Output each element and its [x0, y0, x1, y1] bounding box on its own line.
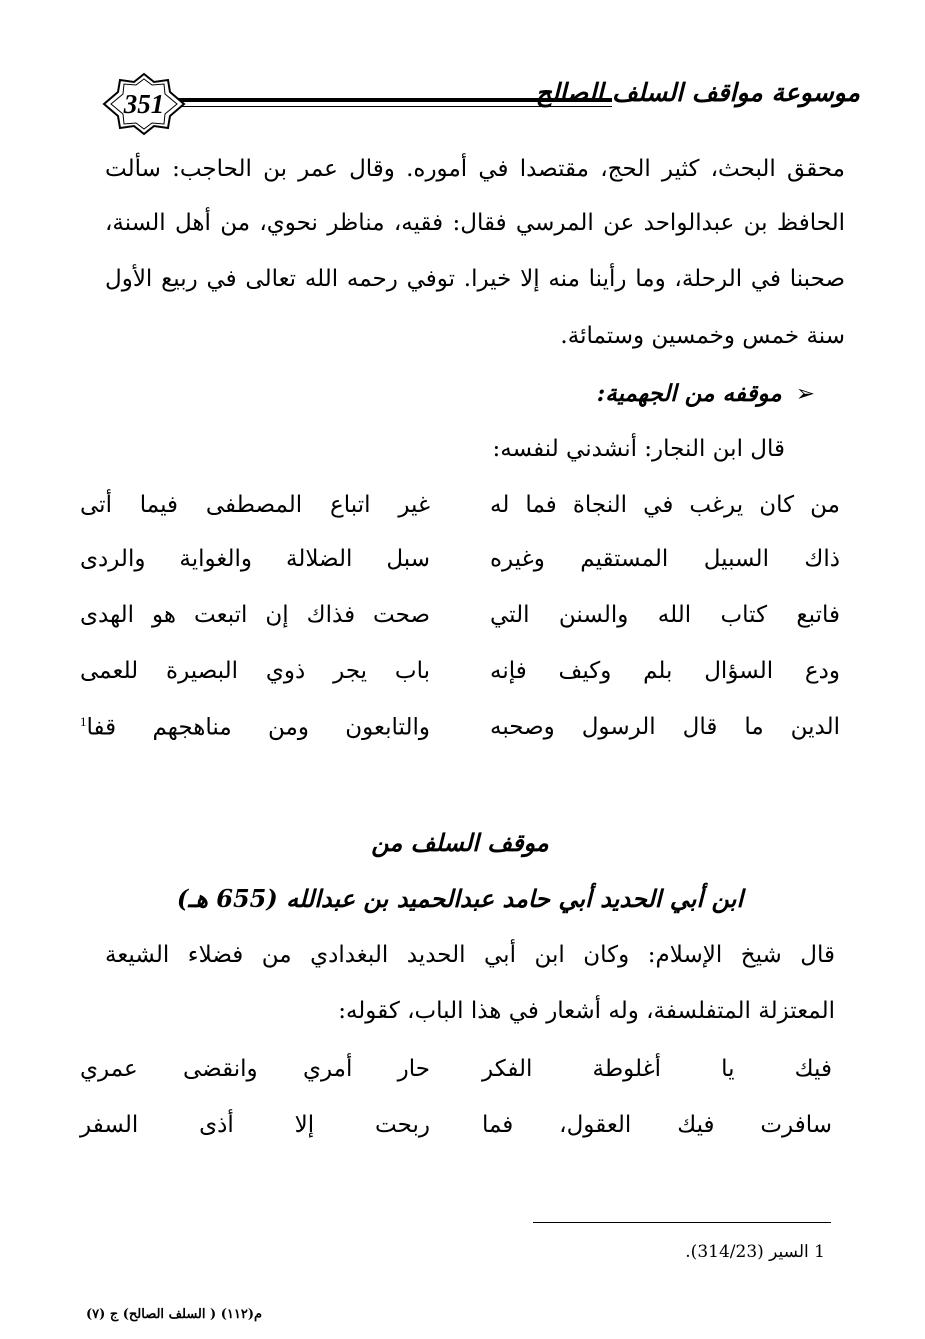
- verse-row: [80, 714, 840, 754]
- page-header: [100, 64, 860, 144]
- footnote-number: 1: [814, 1242, 825, 1262]
- verse-row: [80, 1056, 832, 1096]
- footnote-reference: 1: [80, 714, 87, 729]
- verse-row: [80, 602, 840, 642]
- paragraph-line: صحبنا في الرحلة، وما رأينا منه إلا خيرا. توفي رحمه الله تعالى في ربيع الأول: [105, 266, 845, 292]
- verse-first-hemistich: فيك يا أغلوطة الفكر: [482, 1056, 832, 1082]
- section-title-line2: ابن أبي الحديد أبي حامد عبدالحميد بن عبدالله (655 هـ): [176, 884, 744, 913]
- arrow-bullet-icon: ➢: [795, 381, 815, 407]
- running-title: موسوعة مواقف السلف الصالح: [535, 78, 860, 107]
- verse-first-hemistich: من كان يرغب في النجاة فما له: [490, 492, 840, 518]
- footnote: [685, 1242, 825, 1262]
- verse-second-hemistich: صحت فذاك إن اتبعت هو الهدى: [80, 602, 430, 628]
- verse-second-hemistich: ربحت إلا أذى السفر: [80, 1112, 430, 1138]
- paragraph-line: محقق البحث، كثير الحج، مقتصدا في أموره. وقال عمر بن الحاجب: سألت: [105, 156, 845, 182]
- verse-second-hemistich: غير اتباع المصطفى فيما أتى: [80, 492, 430, 518]
- page-number: 351: [123, 88, 165, 119]
- section-heading-text: موقفه من الجهمية:: [596, 380, 782, 407]
- verse-first-hemistich: ودع السؤال بلم وكيف فإنه: [490, 658, 840, 684]
- verse-second-hemistich: حار أمري وانقضى عمري: [80, 1056, 430, 1082]
- footnote-text: السير (314/23).: [685, 1242, 809, 1262]
- paragraph-line: سنة خمس وخمسين وستمائة.: [560, 323, 845, 349]
- verse-row: [80, 492, 840, 532]
- poem-intro: قال ابن النجار: أنشدني لنفسه:: [492, 436, 785, 462]
- footnote-rule: [533, 1222, 831, 1223]
- paragraph-line: قال شيخ الإسلام: وكان ابن أبي الحديد البغدادي من فضلاء الشيعة: [105, 942, 835, 968]
- verse-first-hemistich: ذاك السبيل المستقيم وغيره: [490, 546, 840, 572]
- verse-first-hemistich: سافرت فيك العقول، فما: [482, 1112, 832, 1138]
- section-heading: [597, 380, 815, 407]
- verse-second-hemistich-text: والتابعون ومن مناهجهم قفا: [86, 714, 430, 741]
- printer-signature: م(١١٢) ( السلف الصالح) ج (٧): [86, 1307, 263, 1322]
- section-title-line1: موقف السلف من: [371, 828, 549, 857]
- verse-second-hemistich: [80, 714, 430, 741]
- verse-first-hemistich: فاتبع كتاب الله والسنن التي: [490, 602, 840, 628]
- verse-row: [80, 658, 840, 698]
- verse-row: [80, 546, 840, 586]
- verse-second-hemistich: سبل الضلالة والغواية والردى: [80, 546, 430, 572]
- verse-first-hemistich: الدين ما قال الرسول وصحبه: [490, 714, 840, 740]
- page-number-badge: [102, 72, 186, 136]
- paragraph-line: الحافظ بن عبدالواحد عن المرسي فقال: فقيه، مناظر نحوي، من أهل السنة،: [105, 210, 845, 236]
- paragraph-line: المعتزلة المتفلسفة، وله أشعار في هذا الباب، كقوله:: [338, 998, 835, 1024]
- verse-second-hemistich: باب يجر ذوي البصيرة للعمى: [80, 658, 430, 684]
- verse-row: [80, 1112, 832, 1152]
